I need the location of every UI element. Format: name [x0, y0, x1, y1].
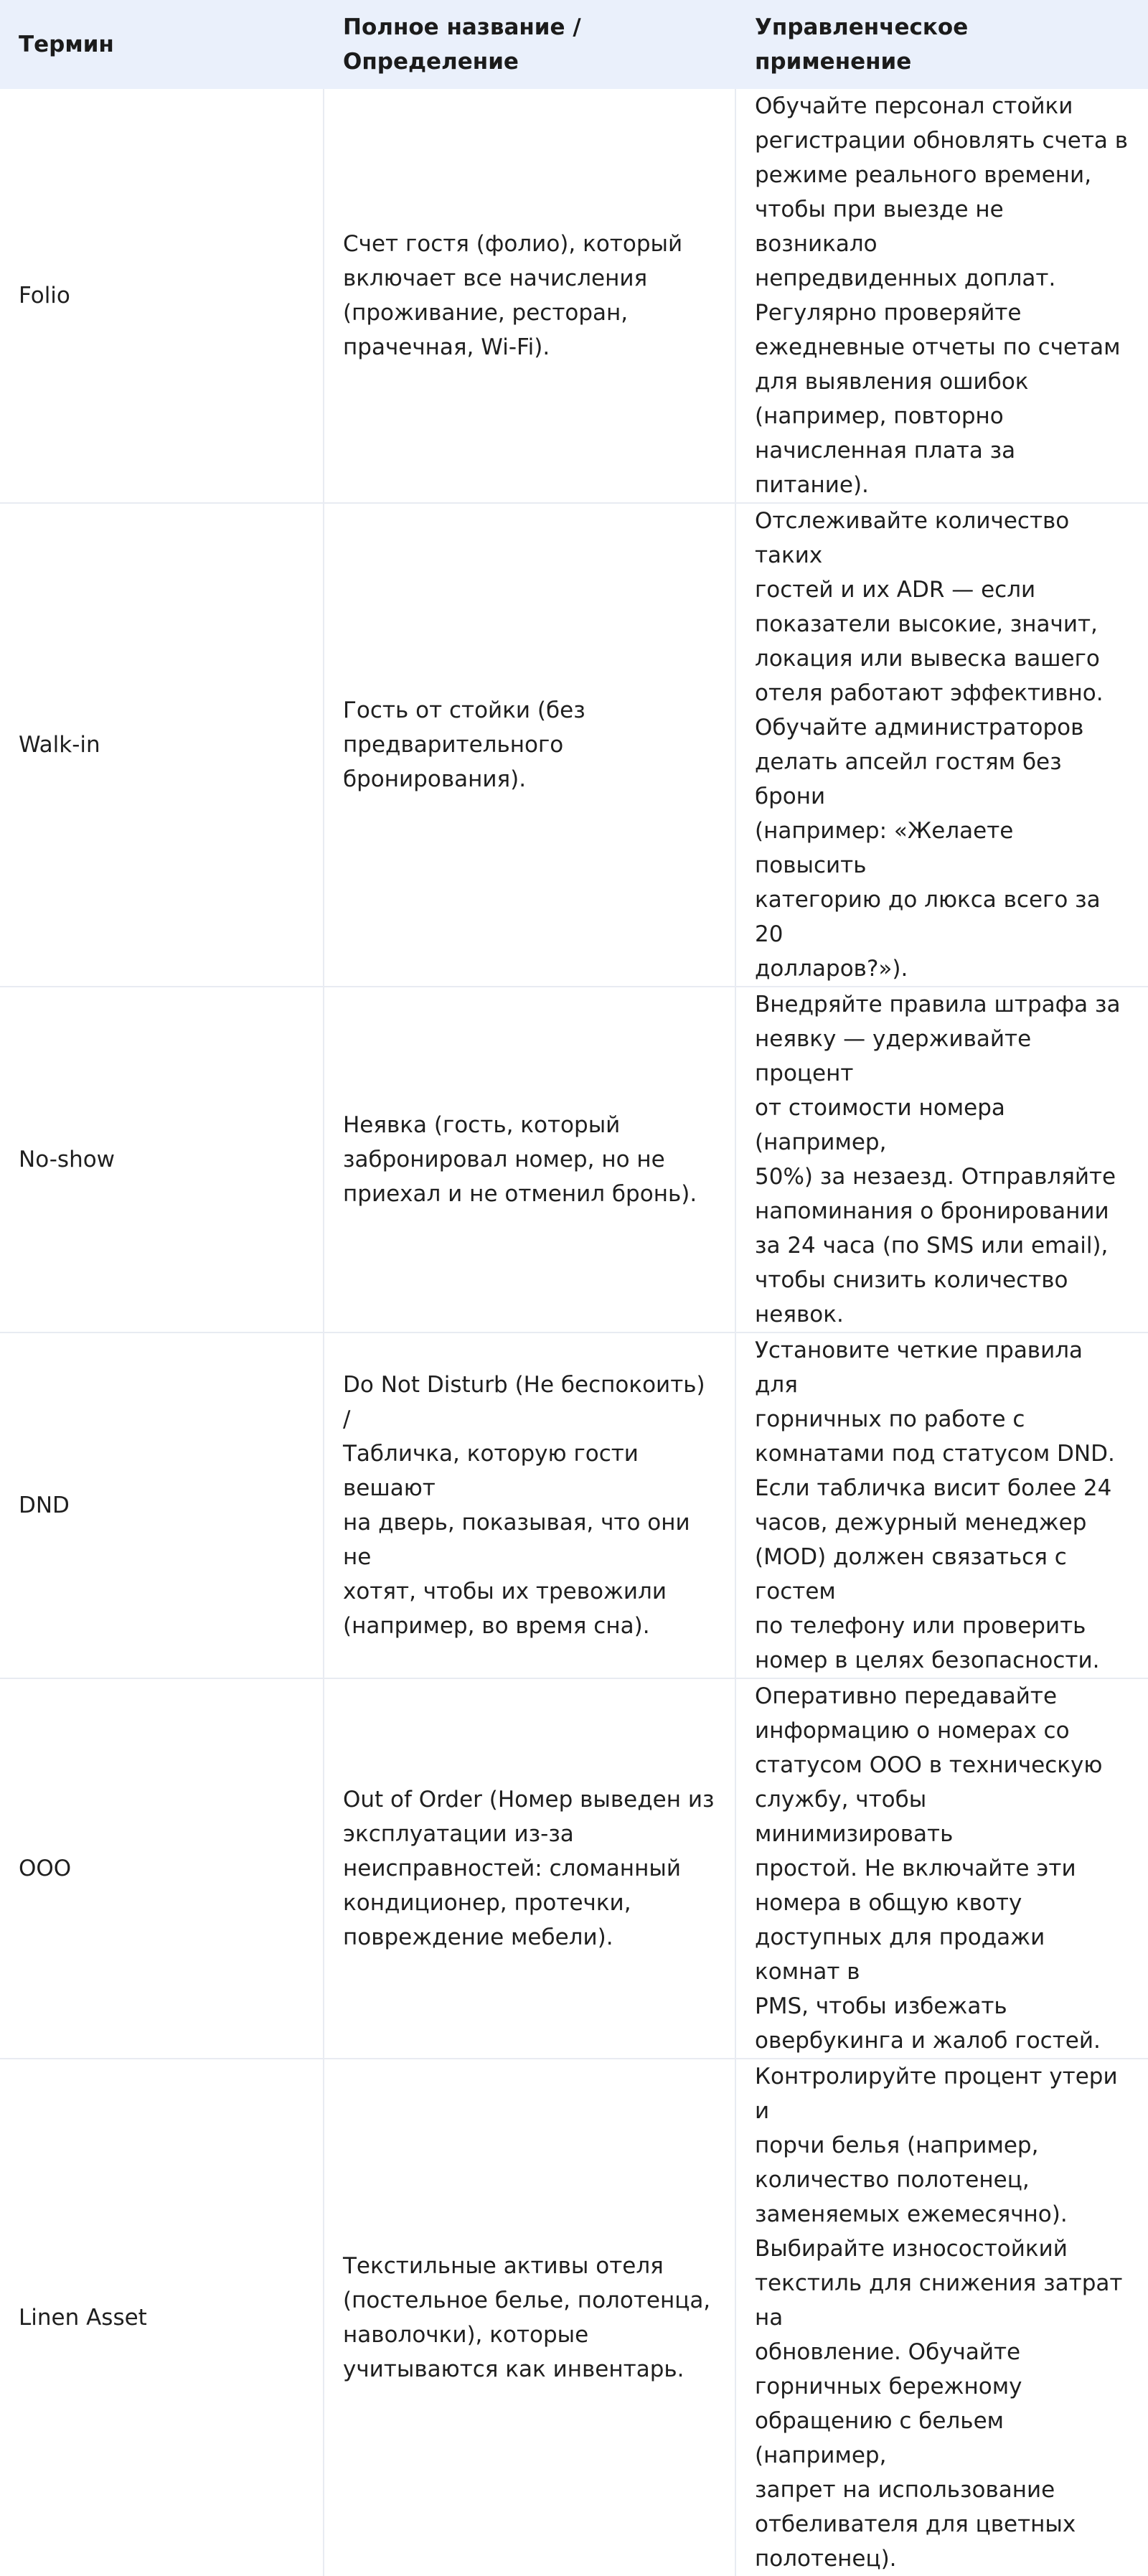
application-cell: Контролируйте процент утери и порчи белья (например, количество полотенец, заменяемых ежемесячно). Выбирайте износостойкий текстиль для снижения затрат на обновление. Обучайте горничных бережному обращению с бельем (например, запрет на использование отбеливателя для цветных полотенец).	[755, 2064, 1123, 2572]
application-cell: Установите четкие правила для горничных по работе с комнатами под статусом DND. Если табличка висит более 24 часов, дежурный менеджер (MOD) должен связаться с гостем по телефону или проверить номер в целях безопасности.	[735, 1332, 1148, 1678]
term-cell: OOO	[0, 1678, 324, 2059]
term-cell: Linen Asset	[0, 2059, 324, 2576]
table-row	[0, 89, 1148, 503]
definition-cell: Текстильные активы отеля (постельное белье, полотенца, наволочки), которые учитываются как инвентарь.	[324, 2059, 735, 2576]
header-term: Термин	[0, 0, 324, 89]
table-header	[0, 0, 1148, 89]
table-row	[0, 503, 1148, 987]
application-cell: Отслеживайте количество таких гостей и их ADR — если показатели высокие, значит, локация или вывеска вашего отеля работают эффективно. Обучайте администраторов делать апсейл гостям без брони (например: «Желаете повысить категорию до люкса всего за 20 долларов?»).	[735, 503, 1148, 987]
table-body	[0, 89, 1148, 2576]
definition-cell: Out of Order (Номер выведен из эксплуатации из-за неисправностей: сломанный кондиционер, протечки, повреждение мебели).	[324, 1678, 735, 2059]
header-row	[0, 0, 1148, 89]
definition-cell: Гость от стойки (без предварительного бронирования).	[324, 503, 735, 987]
header-definition: Полное название / Определение	[324, 0, 735, 89]
term-cell: Folio	[0, 89, 324, 503]
term-cell: No-show	[0, 987, 324, 1332]
term-cell: DND	[0, 1332, 324, 1678]
table-row	[0, 1332, 1148, 1678]
definition-cell: Счет гостя (фолио), который включает все начисления (проживание, ресторан, прачечная, Wi-Fi).	[324, 89, 735, 503]
table-row	[0, 1678, 1148, 2059]
application-cell: Обучайте персонал стойки регистрации обновлять счета в режиме реального времени, чтобы при выезде не возникало непредвиденных доплат. Регулярно проверяйте ежедневные отчеты по счетам для выявления ошибок (например, повторно начисленная плата за питание).	[735, 89, 1148, 503]
header-application: Управленческое применение	[735, 0, 1148, 89]
application-cell: Оперативно передавайте информацию о номерах со статусом OOO в техническую службу, чтобы минимизировать простой. Не включайте эти номера в общую квоту доступных для продажи комнат в PMS, чтобы избежать овербукинга и жалоб гостей.	[735, 1678, 1148, 2059]
table-row	[0, 987, 1148, 1332]
definition-cell: Неявка (гость, который забронировал номер, но не приехал и не отменил бронь).	[324, 987, 735, 1332]
table-row	[0, 2059, 1148, 2576]
application-cell: Внедряйте правила штрафа за неявку — удерживайте процент от стоимости номера (например, 50%) за незаезд. Отправляйте напоминания о бронировании за 24 часа (по SMS или email), чтобы снизить количество неявок.	[735, 987, 1148, 1332]
definition-cell: Do Not Disturb (Не беспокоить) / Табличка, которую гости вешают на дверь, показывая, что они не хотят, чтобы их тревожили (например, во время сна).	[324, 1332, 735, 1678]
term-cell: Walk-in	[0, 503, 324, 987]
